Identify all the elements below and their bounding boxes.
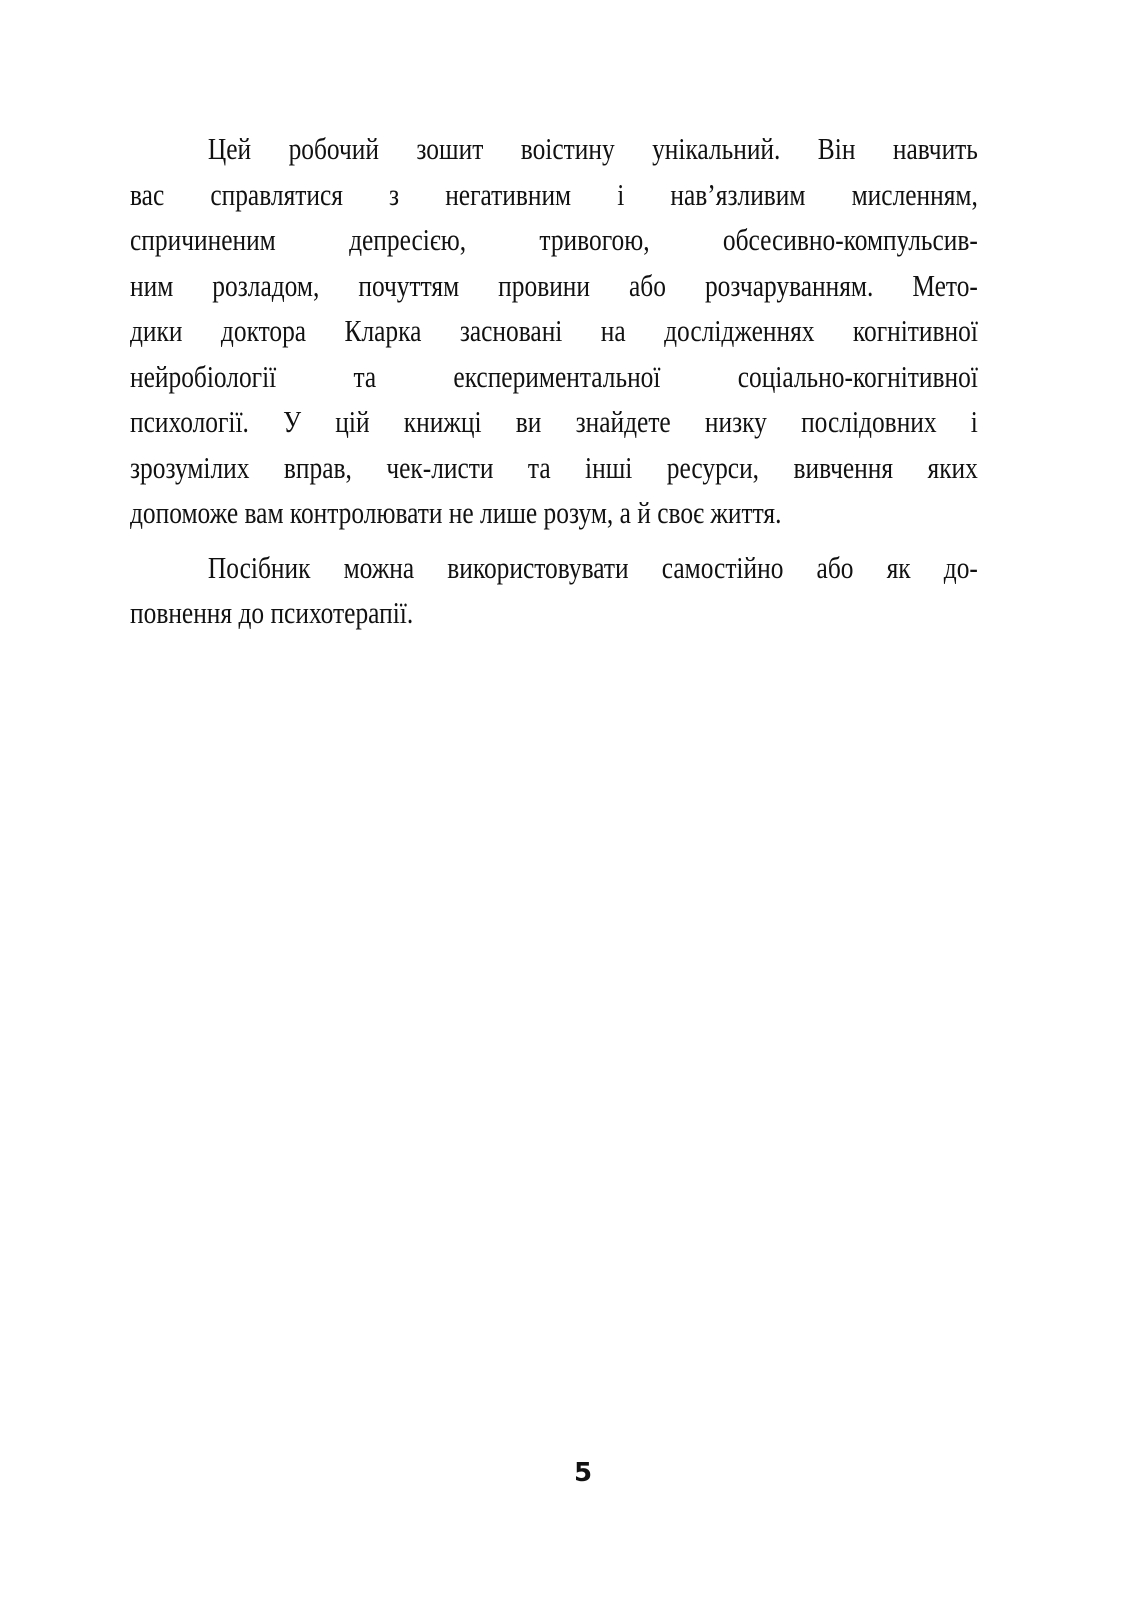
text-line: психології. У цій книжці ви знайдете низку послідовних і: [130, 404, 978, 439]
text-line: повнення до психотерапії.: [130, 595, 414, 630]
text-line: ним розладом, почуттям провини або розчаруванням. Мето-: [130, 267, 978, 303]
text-line: спричиненим депресією, тривогою, обсесивно-компульсив-: [130, 222, 978, 257]
text-line: зрозумілих вправ, чек-листи та інші ресурси, вивчення яких: [130, 449, 978, 485]
text-line: нейробіології та експериментальної соціально-когнітивної: [130, 358, 978, 394]
text-line: Цей робочий зошит воістину унікальний. Він навчить: [207, 131, 978, 166]
page-body: [130, 126, 1142, 636]
text-line: допоможе вам контролювати не лише розум, а й своє життя.: [130, 495, 782, 530]
page-number: 5: [573, 1458, 593, 1488]
text-line: вас справлятися з негативним і нав’язливим мисленням,: [130, 176, 978, 212]
text-line: дики доктора Кларка засновані на дослідженнях когнітивної: [130, 313, 978, 348]
text-line: Посібник можна використовувати самостійно або як до-: [207, 549, 978, 585]
